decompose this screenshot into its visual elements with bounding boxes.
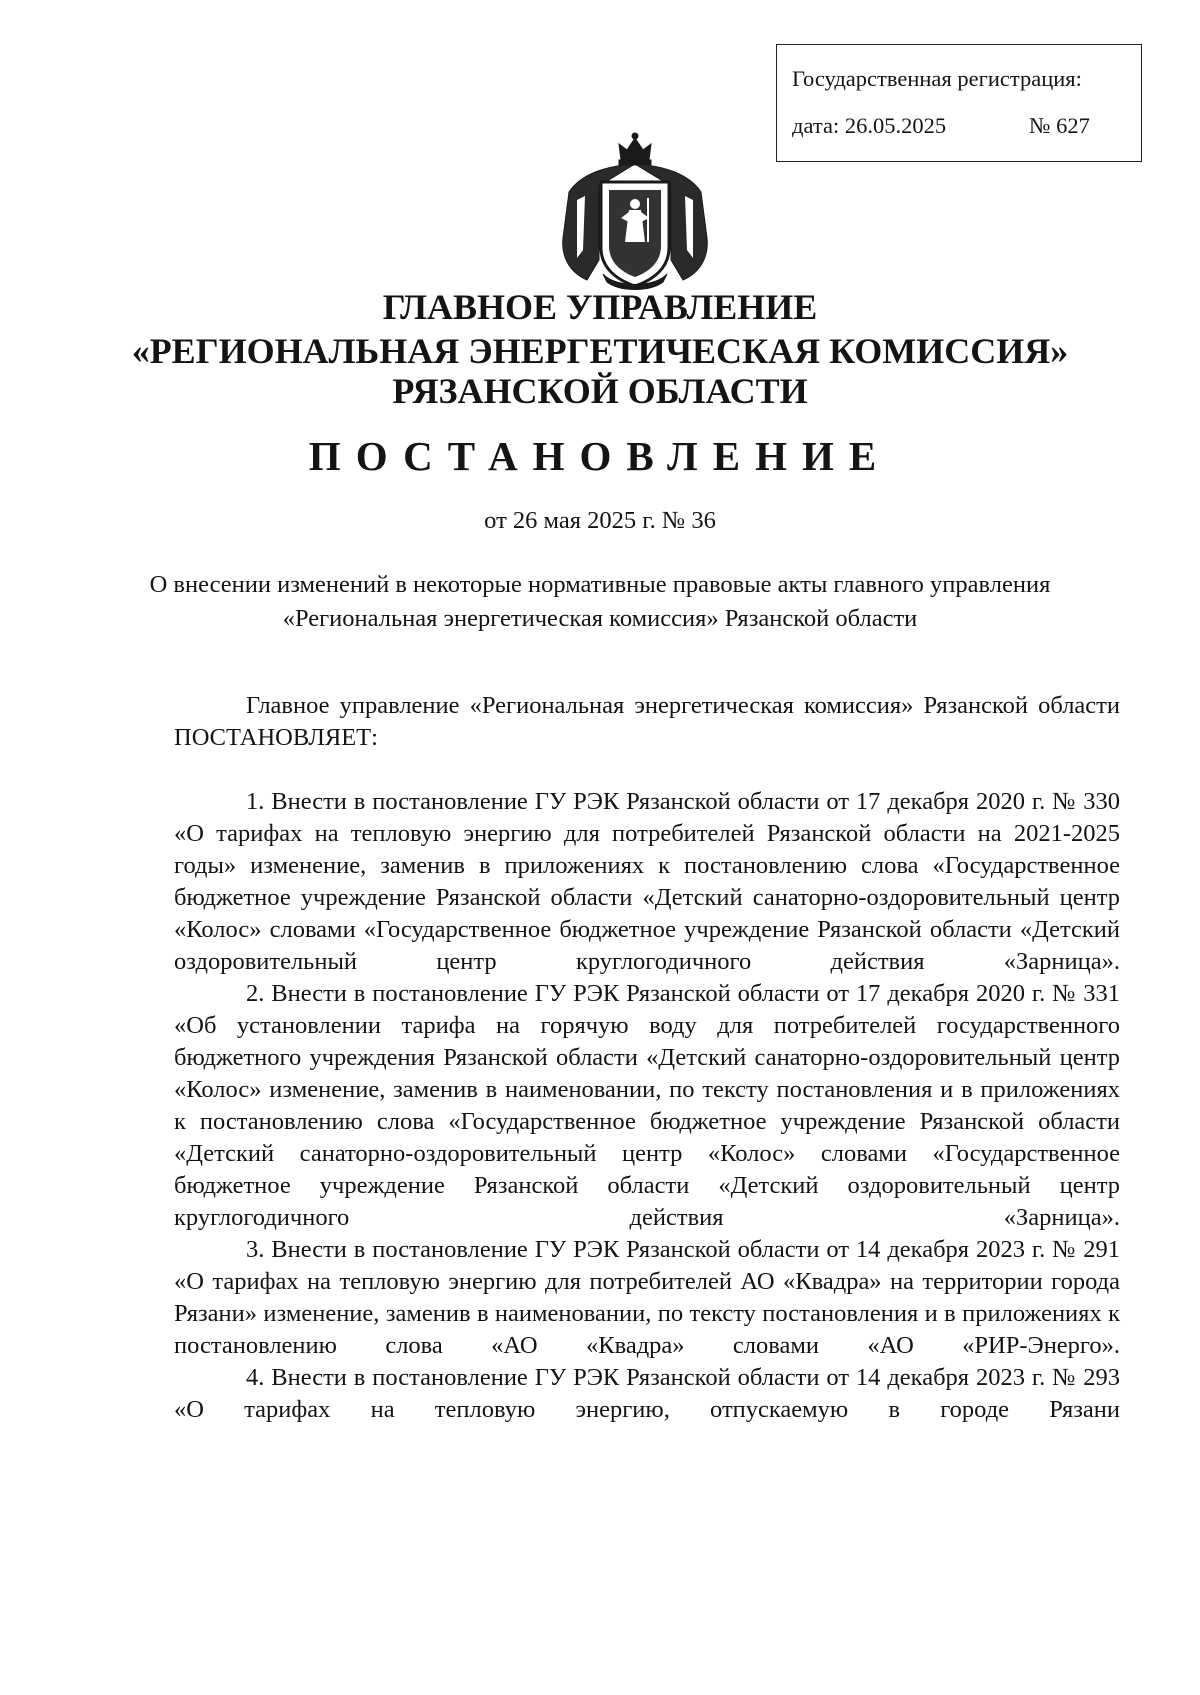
registration-date: дата: 26.05.2025 bbox=[792, 113, 947, 138]
registration-stamp bbox=[776, 44, 1142, 162]
body-paragraph-1: 1. Внести в постановление ГУ РЭК Рязанской области от 17 декабря 2020 г. № 330 «О тарифах на тепловую энергию для потребителей Рязанской области на 2021-2025 годы» изменение, заменив в приложениях к постановлению слова «Государственное бюджетное учреждение Рязанской области «Детский санаторно-оздоровительный центр «Колос» словами «Государственное бюджетное учреждение Рязанской области «Детский оздоровительный центр круглогодичного действия «Зарница». bbox=[174, 788, 1120, 975]
document-subject: О внесении изменений в некоторые нормативные правовые акты главного управления «Региональная энергетическая комиссия» Рязанской области bbox=[149, 571, 1051, 632]
organization-name-line-1: ГЛАВНОЕ УПРАВЛЕНИЕ bbox=[382, 287, 818, 327]
registration-title: Государственная регистрация: bbox=[792, 66, 1082, 91]
body-paragraph-4: 4. Внести в постановление ГУ РЭК Рязанской области от 14 декабря 2023 г. № 293 «О тарифах на тепловую энергию, отпускаемую в городе Рязани bbox=[174, 1364, 1120, 1423]
organization-name-line-2: «РЕГИОНАЛЬНАЯ ЭНЕРГЕТИЧЕСКАЯ КОМИССИЯ» bbox=[131, 331, 1069, 371]
document-date-number: от 26 мая 2025 г. № 36 bbox=[484, 507, 716, 534]
body-paragraph-2: 2. Внести в постановление ГУ РЭК Рязанской области от 17 декабря 2020 г. № 331 «Об установлении тарифа на горячую воду для потребителей государственного бюджетного учреждения Рязанской области «Детский санаторно-оздоровительный центр «Колос» изменение, заменив в наименовании, по тексту постановления и в приложениях к постановлению слова «Государственное бюджетное учреждение Рязанской области «Детский санаторно-оздоровительный центр «Колос» словами «Государственное бюджетное учреждение Рязанской области «Детский оздоровительный центр круглогодичного действия «Зарница». bbox=[174, 980, 1120, 1231]
document-type-title: ПОСТАНОВЛЕНИЕ bbox=[308, 433, 892, 479]
registration-number: № 627 bbox=[1029, 113, 1090, 138]
body-paragraph-3: 3. Внести в постановление ГУ РЭК Рязанской области от 14 декабря 2023 г. № 291 «О тарифах на тепловую энергию для потребителей АО «Квадра» на территории города Рязани» изменение, заменив в наименовании, по тексту постановления и в приложениях к постановлению слова «АО «Квадра» словами «АО «РИР-Энерго». bbox=[174, 1236, 1120, 1359]
coat-of-arms-emblem bbox=[555, 130, 715, 292]
organization-name-line-3: РЯЗАНСКОЙ ОБЛАСТИ bbox=[392, 371, 808, 411]
document-body bbox=[174, 690, 1120, 1426]
preamble-paragraph: Главное управление «Региональная энергетическая комиссия» Рязанской области ПОСТАНОВЛЯЕТ: bbox=[174, 692, 1120, 751]
